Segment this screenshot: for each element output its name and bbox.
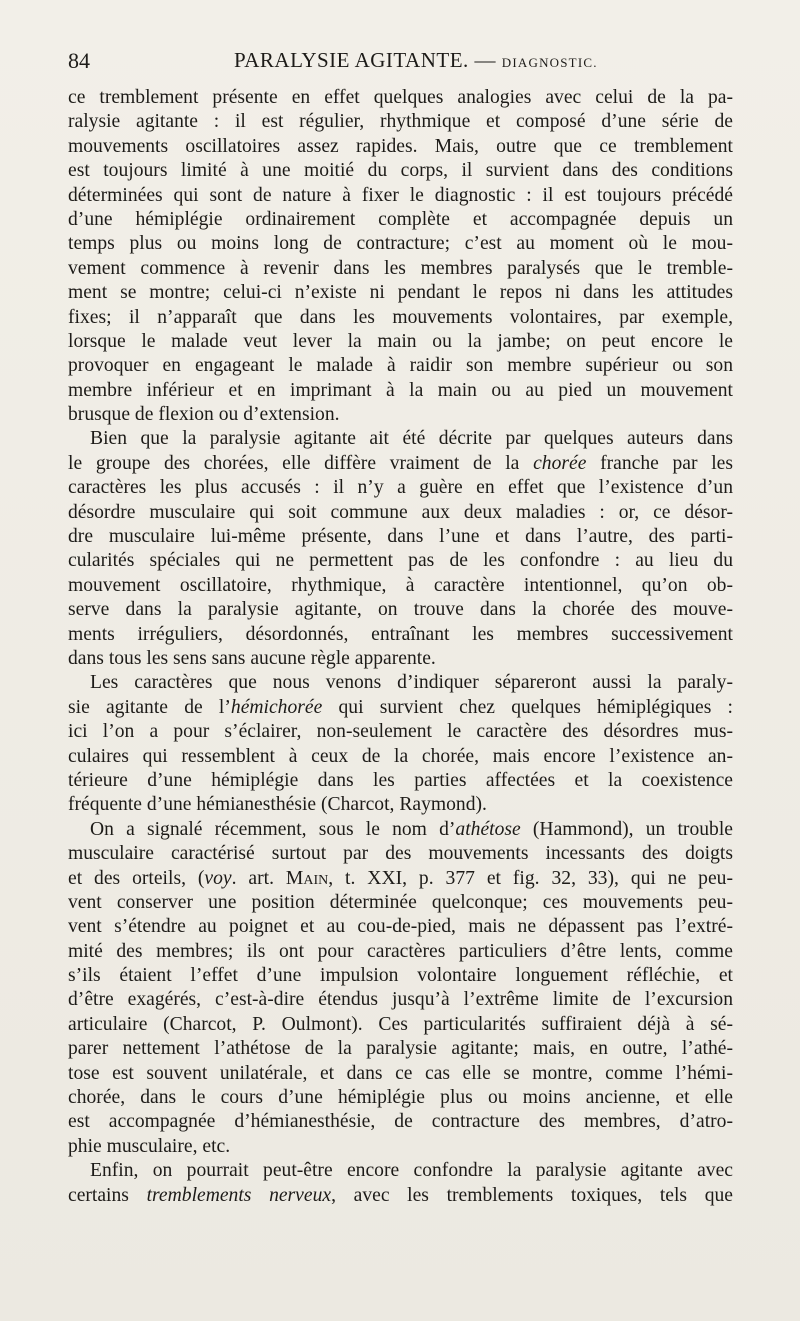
line-text: d’être exagérés, c’est-à-dire étendus jusqu’à l’extrême limite de l’excursion bbox=[68, 989, 733, 1011]
text-line bbox=[68, 86, 733, 110]
line-text: déterminées qui sont de nature à fixer le diagnostic : il est toujours précédé bbox=[68, 184, 733, 206]
text-line bbox=[68, 891, 733, 915]
line-text: mouvements oscillatoires assez rapides. Mais, outre que ce tremblement bbox=[68, 135, 733, 157]
line-text: Les caractères que nous venons d’indiquer sépareront aussi la paraly- bbox=[90, 672, 733, 694]
text-line bbox=[68, 769, 733, 793]
line-text: vent conserver une position déterminée quelconque; ces mouvements peu- bbox=[68, 891, 733, 913]
text-line bbox=[68, 110, 733, 134]
text-line bbox=[68, 427, 733, 451]
text-line bbox=[68, 940, 733, 964]
small-caps-term: Main bbox=[285, 867, 329, 889]
line-text: tose est souvent unilatérale, et dans ce cas elle se montre, comme l’hémi- bbox=[68, 1062, 733, 1084]
line-text: est toujours limité à une moitié du corps, il survient dans des conditions bbox=[68, 160, 733, 182]
line-text: certains bbox=[68, 1184, 147, 1206]
text-line bbox=[68, 867, 733, 891]
line-text: provoquer en engageant le malade à raidir son membre supérieur ou son bbox=[68, 355, 733, 377]
text-line bbox=[68, 257, 733, 281]
text-line bbox=[68, 1086, 733, 1110]
line-text: ments irréguliers, désordonnés, entraînant les membres successivement bbox=[68, 623, 733, 645]
text-line bbox=[68, 1037, 733, 1061]
text-line bbox=[68, 525, 733, 549]
italic-term: chorée bbox=[533, 452, 587, 474]
line-text: dre musculaire lui-même présente, dans l’une et dans l’autre, des parti- bbox=[68, 526, 733, 548]
text-line bbox=[68, 232, 733, 256]
line-text: d’une hémiplégie ordinairement complète et accompagnée depuis un bbox=[68, 208, 733, 230]
text-line bbox=[68, 330, 733, 354]
text-line bbox=[68, 1135, 733, 1159]
line-text: culaires qui ressemblent à ceux de la chorée, mais encore l’existence an- bbox=[68, 745, 733, 767]
line-text: phie musculaire, etc. bbox=[68, 1135, 231, 1157]
line-text: chorée, dans le cours d’une hémiplégie plus ou moins ancienne, et elle bbox=[68, 1087, 733, 1109]
line-text: ralysie agitante : il est régulier, rhythmique et composé d’une série de bbox=[68, 111, 733, 133]
line-text: fréquente d’une hémianesthésie (Charcot, Raymond). bbox=[68, 794, 487, 816]
line-text: (Hammond), un trouble bbox=[520, 818, 733, 840]
line-text: lorsque le malade veut lever la main ou la jambe; on peut encore le bbox=[68, 330, 733, 352]
line-text: fixes; il n’apparaît que dans les mouvements volontaires, par exemple, bbox=[68, 306, 733, 328]
line-text: caractères les plus accusés : il n’y a guère en effet que l’existence d’un bbox=[68, 477, 733, 499]
line-text: et des orteils, ( bbox=[68, 867, 205, 889]
text-line bbox=[68, 964, 733, 988]
text-line bbox=[68, 159, 733, 183]
line-text: , avec les tremblements toxiques, tels que bbox=[331, 1184, 733, 1206]
italic-term: athétose bbox=[455, 818, 521, 840]
text-line bbox=[68, 306, 733, 330]
text-line bbox=[68, 915, 733, 939]
line-text: franche par les bbox=[586, 452, 733, 474]
line-text: désordre musculaire qui soit commune aux deux maladies : or, ce désor- bbox=[68, 501, 733, 523]
running-title bbox=[234, 48, 598, 73]
line-text: parer nettement l’athétose de la paralysie agitante; mais, en outre, l’athé- bbox=[68, 1038, 733, 1060]
line-text: membre inférieur et en imprimant à la main ou au pied un mouvement bbox=[68, 379, 733, 401]
line-text: serve dans la paralysie agitante, on trouve dans la chorée des mouve- bbox=[68, 599, 733, 621]
text-line bbox=[68, 696, 733, 720]
text-line bbox=[68, 379, 733, 403]
line-text: ce tremblement présente en effet quelques analogies avec celui de la pa- bbox=[68, 87, 733, 108]
header-dash: — bbox=[474, 48, 497, 72]
line-text: sie agitante de l’ bbox=[68, 696, 231, 718]
text-line bbox=[68, 574, 733, 598]
line-text: vent s’étendre au poignet et au cou-de-pied, mais ne dépassent pas l’extré- bbox=[68, 916, 733, 938]
text-line bbox=[68, 1159, 733, 1183]
line-text: ment se montre; celui-ci n’existe ni pendant le repos ni dans les attitudes bbox=[68, 282, 733, 304]
text-line bbox=[68, 671, 733, 695]
italic-term: hémichorée bbox=[230, 696, 323, 718]
line-text: ici l’on a pour s’éclairer, non-seulement le caractère des désordres mus- bbox=[68, 721, 733, 743]
page-number: 84 bbox=[68, 48, 90, 73]
line-text: musculaire caractérisé surtout par des mouvements incessants des doigts bbox=[68, 843, 733, 865]
line-text: est accompagnée d’hémianesthésie, de contracture des membres, d’atro- bbox=[68, 1111, 733, 1133]
text-line bbox=[68, 208, 733, 232]
text-line bbox=[68, 135, 733, 159]
line-text: vement commence à revenir dans les membres paralysés que le tremble- bbox=[68, 257, 733, 279]
text-line bbox=[68, 476, 733, 500]
text-line bbox=[68, 647, 733, 671]
text-line bbox=[68, 842, 733, 866]
line-text: . art. bbox=[231, 867, 286, 889]
line-text: temps plus ou moins long de contracture; c’est au moment où le mou- bbox=[68, 233, 733, 255]
italic-term: tremblements nerveux bbox=[146, 1184, 332, 1206]
line-text: articulaire (Charcot, P. Oulmont). Ces particularités suffiraient déjà à sé- bbox=[68, 1013, 733, 1035]
text-line bbox=[68, 354, 733, 378]
text-line bbox=[68, 501, 733, 525]
line-text: qui survient chez quelques hémiplégiques : bbox=[322, 696, 733, 718]
line-text: s’ils étaient l’effet d’une impulsion volontaire longuement réfléchie, et bbox=[68, 965, 733, 987]
text-line bbox=[68, 988, 733, 1012]
text-line bbox=[68, 281, 733, 305]
line-text: Enfin, on pourrait peut-être encore confondre la paralysie agitante avec bbox=[90, 1160, 733, 1182]
line-text: cularités spéciales qui ne permettent pas de les confondre : au lieu du bbox=[68, 550, 733, 572]
text-line bbox=[68, 1110, 733, 1134]
line-text: On a signalé récemment, sous le nom d’ bbox=[90, 818, 456, 840]
body-text bbox=[68, 86, 733, 1208]
text-line bbox=[68, 793, 733, 817]
text-line bbox=[68, 623, 733, 647]
line-text: le groupe des chorées, elle diffère vraiment de la bbox=[68, 452, 534, 474]
line-text: térieure d’une hémiplégie dans les parties affectées et la coexistence bbox=[68, 769, 733, 791]
line-text: mouvement oscillatoire, rhythmique, à caractère intentionnel, qu’on ob- bbox=[68, 574, 733, 596]
text-line bbox=[68, 1013, 733, 1037]
text-line bbox=[68, 1184, 733, 1208]
text-line bbox=[68, 549, 733, 573]
running-header bbox=[68, 48, 760, 78]
line-text: , t. XXI, p. 377 et fig. 32, 33), qui ne peu- bbox=[328, 867, 733, 889]
text-line bbox=[68, 1062, 733, 1086]
header-section: DIAGNOSTIC. bbox=[501, 55, 598, 70]
line-text: brusque de flexion ou d’extension. bbox=[68, 404, 340, 426]
text-line bbox=[68, 818, 733, 842]
text-line bbox=[68, 184, 733, 208]
text-line bbox=[68, 403, 733, 427]
text-line bbox=[68, 720, 733, 744]
line-text: mité des membres; ils ont pour caractères particuliers d’être lents, comme bbox=[68, 940, 733, 962]
text-line bbox=[68, 745, 733, 769]
line-text: dans tous les sens sans aucune règle apparente. bbox=[68, 647, 436, 669]
italic-term: voy bbox=[204, 867, 232, 889]
text-line bbox=[68, 452, 733, 476]
line-text: Bien que la paralysie agitante ait été décrite par quelques auteurs dans bbox=[90, 428, 733, 450]
text-line bbox=[68, 598, 733, 622]
header-title: PARALYSIE AGITANTE. bbox=[234, 48, 469, 72]
